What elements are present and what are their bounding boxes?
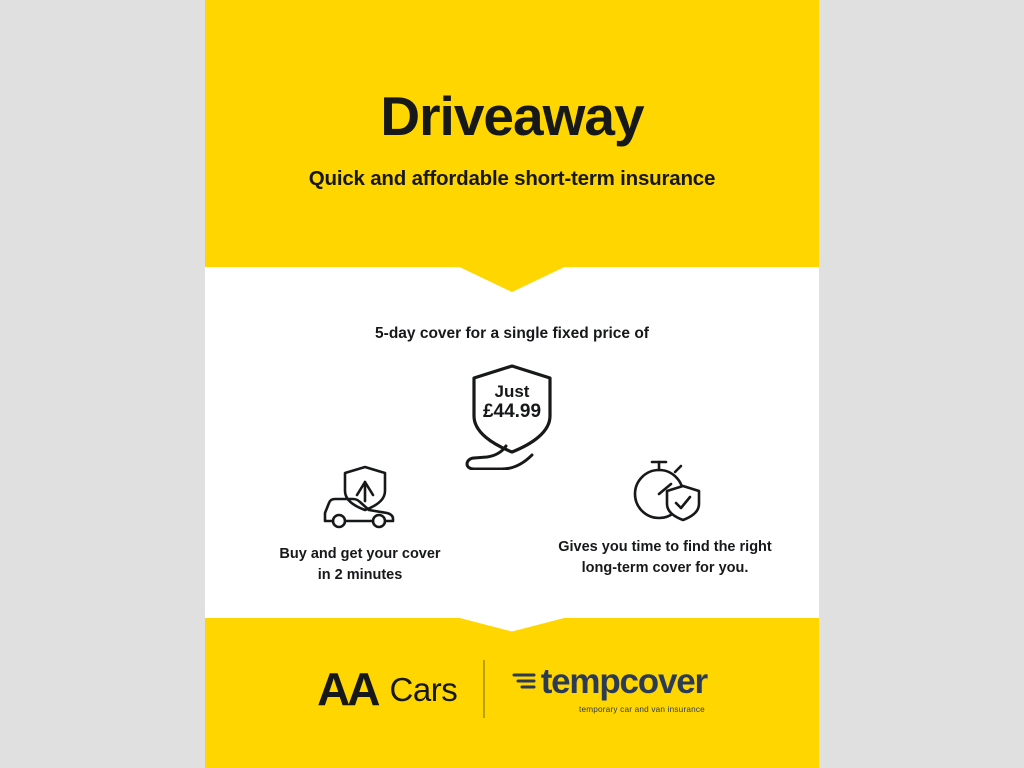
aa-cars-label: Cars [389, 670, 458, 708]
price-intro-text: 5-day cover for a single fixed price of [375, 325, 649, 342]
shield-price-amount: £44.99 [482, 401, 542, 422]
poster [205, 0, 819, 768]
feature-buy-quick-text [240, 544, 480, 585]
feature-time-to-find-line2: long-term cover for you. [581, 559, 749, 576]
car-shield-icon [240, 462, 480, 530]
tempcover-logo [511, 664, 707, 714]
logo-divider [483, 660, 485, 718]
page-subtitle: Quick and affordable short-term insurance [308, 167, 716, 190]
tempcover-strokes-icon [511, 664, 537, 699]
feature-time-to-find-line1: Gives you time to find the right [558, 539, 772, 555]
feature-time-to-find [545, 455, 785, 578]
feature-buy-quick [240, 462, 480, 585]
footer-logos [205, 660, 819, 718]
aa-logo: AA [317, 663, 378, 715]
feature-buy-quick-line2: in 2 minutes [317, 566, 403, 583]
price-shield [462, 360, 562, 470]
shield-price-label: Just [494, 382, 530, 401]
feature-time-to-find-text [545, 537, 785, 578]
feature-buy-quick-line1: Buy and get your cover [279, 546, 441, 562]
tempcover-name: tempcover [540, 662, 707, 701]
page-title: Driveaway [380, 85, 644, 147]
stopwatch-shield-icon [545, 455, 785, 523]
tempcover-tagline: temporary car and van insurance [579, 705, 705, 714]
